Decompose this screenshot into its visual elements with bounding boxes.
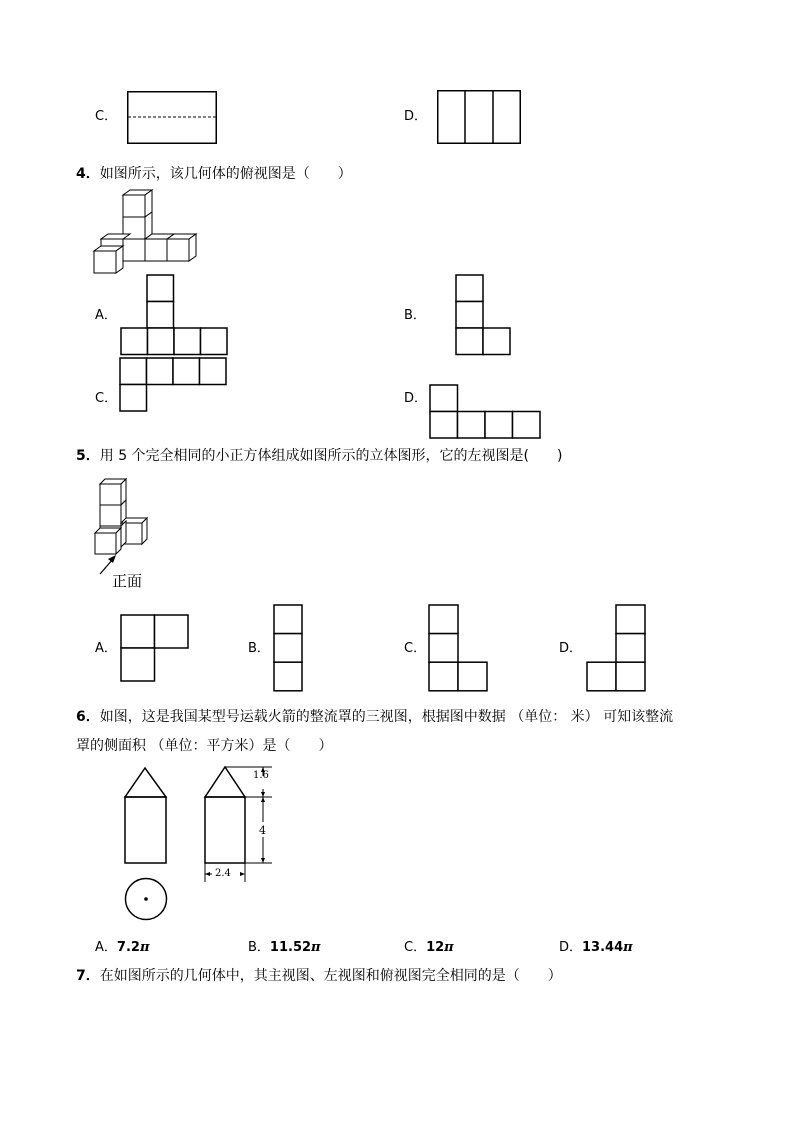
q6-answer-d-value: 13.44 (582, 940, 624, 955)
q6-dim-width: 2.4 (215, 868, 231, 879)
q5-number: 5． (76, 448, 100, 464)
q6-answer-d (559, 936, 633, 955)
q6-answer-b (248, 936, 321, 955)
q4-option-c-label: C． (95, 391, 118, 406)
q6-dim-height: 4 (259, 824, 266, 837)
q5-option-b-figure (273, 604, 303, 692)
q6-dim-top: 1.6 (253, 770, 269, 781)
q5-option-c-label: C． (404, 641, 427, 656)
q5-option-a-label: A． (95, 641, 117, 656)
q4-option-a-figure (120, 274, 228, 356)
q6-answer-d-unit: π (623, 940, 633, 955)
q4-cube-figure (92, 190, 202, 275)
q5-option-a-figure (120, 614, 189, 682)
q7-stem (76, 968, 562, 984)
q6-answer-a-value: 7.2 (116, 940, 140, 955)
q6-answer-c-unit: π (444, 940, 454, 955)
q4-option-b-label: B． (404, 308, 426, 323)
q6-stem-line1 (76, 709, 673, 725)
q6-front-view (123, 766, 169, 866)
q6-stem-line1-text: 如图，这是我国某型号运载火箭的整流罩的三视图，根据图中数据 （单位： 米） 可知该整流 (99, 709, 674, 725)
q6-answer-d-letter: D． (559, 940, 583, 955)
q6-answer-b-letter: B． (248, 940, 270, 955)
q5-stem (76, 448, 562, 464)
q6-answer-c-value: 12 (426, 940, 445, 955)
q7-stem-text: 在如图所示的几何体中，其主视图、左视图和俯视图完全相同的是（ ） (99, 968, 562, 984)
q5-front-label: 正面 (112, 572, 143, 590)
q6-answer-a (95, 936, 149, 955)
q4-option-d-figure (429, 384, 542, 439)
q5-option-d-figure (586, 604, 646, 692)
q6-stem-line2: 罩的侧面积 （单位：平方米）是（ ） (76, 738, 333, 754)
q6-answer-b-unit: π (311, 940, 321, 955)
q6-answer-c (404, 936, 454, 955)
q7-number: 7． (76, 968, 100, 984)
q6-number: 6． (76, 709, 100, 725)
q5-stem-text: 用 5 个完全相同的小正方体组成如图所示的立体图形，它的左视图是( ) (99, 448, 563, 464)
q3-option-c-figure (127, 91, 217, 144)
q5-cube-figure (92, 476, 152, 581)
q6-top-view (124, 877, 168, 921)
q5-option-b-label: B． (248, 641, 270, 656)
q6-answer-a-unit: π (139, 940, 150, 955)
q3-option-d-figure (437, 90, 521, 144)
q4-option-c-figure (119, 357, 228, 412)
q4-stem (76, 166, 352, 182)
q4-option-d-label: D． (404, 391, 428, 406)
q6-answer-b-value: 11.52 (269, 940, 312, 955)
q4-number: 4． (76, 166, 100, 182)
q4-option-b-figure (455, 274, 512, 356)
q4-stem-text: 如图所示，该几何体的俯视图是（ ） (99, 166, 352, 182)
q3-option-c-label: C． (95, 109, 118, 124)
q5-option-c-figure (428, 604, 488, 692)
q3-option-d-label: D． (404, 109, 428, 124)
q5-option-d-label: D． (559, 641, 583, 656)
q6-answer-c-letter: C． (404, 940, 427, 955)
q4-option-a-label: A． (95, 308, 117, 323)
q6-answer-a-letter: A． (95, 940, 117, 955)
